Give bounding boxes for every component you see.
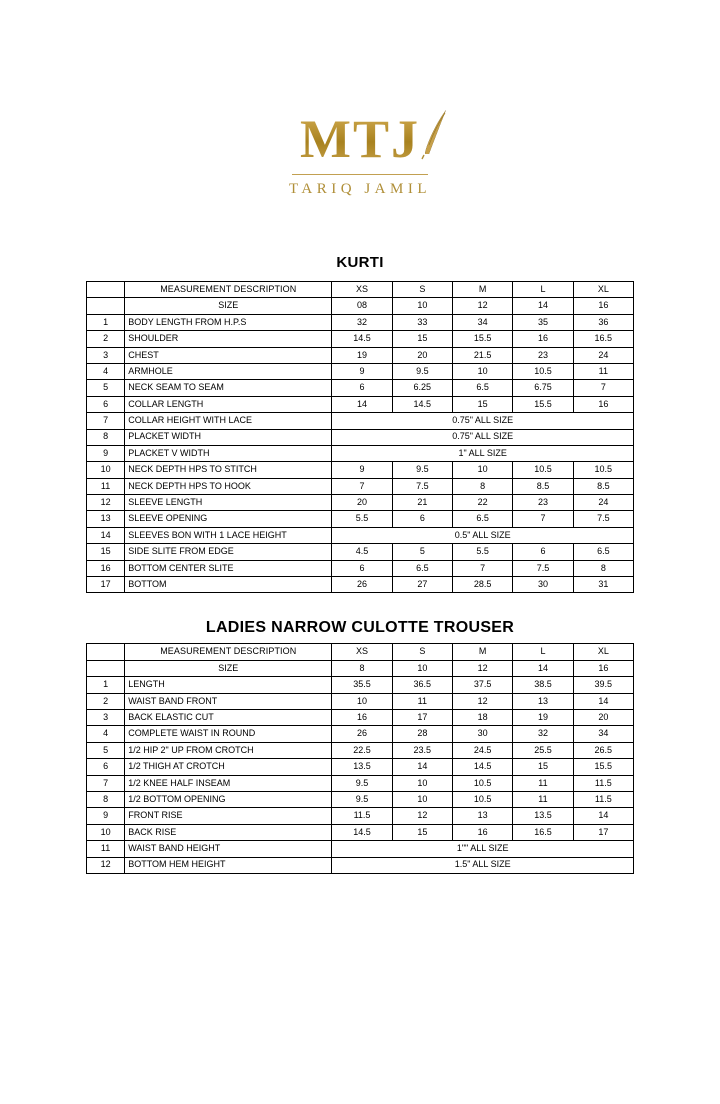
table-row	[87, 693, 634, 709]
row-value: 23.5	[392, 742, 452, 758]
row-description: 1/2 KNEE HALF INSEAM	[125, 775, 332, 791]
row-description: ARMHOLE	[125, 363, 332, 379]
header-size-cell: S	[392, 282, 452, 298]
row-description: BODY LENGTH FROM H.P.S	[125, 314, 332, 330]
row-description: 1/2 HIP 2" UP FROM CROTCH	[125, 742, 332, 758]
row-description: SLEEVE OPENING	[125, 511, 332, 527]
header-blank-cell	[87, 644, 125, 660]
feather-icon	[420, 108, 450, 160]
row-value: 28	[392, 726, 452, 742]
row-number: 11	[87, 478, 125, 494]
row-number: 10	[87, 462, 125, 478]
row-value: 7	[452, 560, 512, 576]
header-size-cell: XS	[332, 282, 392, 298]
row-value: 16	[332, 709, 392, 725]
trouser-title: LADIES NARROW CULOTTE TROUSER	[205, 619, 515, 637]
row-value: 9.5	[332, 791, 392, 807]
table-row	[87, 544, 634, 560]
kurti-table-body	[87, 282, 634, 593]
row-value: 33	[392, 314, 452, 330]
row-number: 14	[87, 527, 125, 543]
row-description: 1/2 THIGH AT CROTCH	[125, 759, 332, 775]
row-value: 5.5	[332, 511, 392, 527]
row-value: 10.5	[513, 462, 573, 478]
row-value: 8	[573, 560, 633, 576]
row-value: 9	[332, 363, 392, 379]
row-all-size-value: 1.5" ALL SIZE	[332, 857, 634, 873]
row-value: 16.5	[513, 824, 573, 840]
row-description: BOTTOM CENTER SLITE	[125, 560, 332, 576]
trouser-table-body	[87, 644, 634, 873]
row-value: 22.5	[332, 742, 392, 758]
row-value: 22	[452, 495, 512, 511]
header-blank-cell	[87, 282, 125, 298]
row-value: 14	[332, 396, 392, 412]
row-value: 24	[573, 495, 633, 511]
row-value: 11.5	[573, 775, 633, 791]
row-value: 34	[573, 726, 633, 742]
row-value: 15.5	[513, 396, 573, 412]
row-number: 6	[87, 396, 125, 412]
brand-logo	[0, 0, 720, 198]
row-value: 10	[392, 791, 452, 807]
row-description: COMPLETE WAIST IN ROUND	[125, 726, 332, 742]
row-value: 10.5	[513, 363, 573, 379]
row-value: 7	[332, 478, 392, 494]
table-row	[87, 314, 634, 330]
row-value: 11	[573, 363, 633, 379]
row-value: 15	[452, 396, 512, 412]
table-row	[87, 808, 634, 824]
table-row	[87, 495, 634, 511]
table-row	[87, 709, 634, 725]
row-value: 24.5	[452, 742, 512, 758]
header-size-cell: XL	[573, 644, 633, 660]
row-value: 7.5	[392, 478, 452, 494]
row-description: BOTTOM HEM HEIGHT	[125, 857, 332, 873]
row-description: SLEEVE LENGTH	[125, 495, 332, 511]
table-row	[87, 775, 634, 791]
row-value: 35	[513, 314, 573, 330]
table-row	[87, 429, 634, 445]
row-value: 20	[392, 347, 452, 363]
row-value: 24	[573, 347, 633, 363]
row-description: WAIST BAND HEIGHT	[125, 841, 332, 857]
row-number: 4	[87, 726, 125, 742]
row-value: 14	[573, 808, 633, 824]
row-number: 17	[87, 577, 125, 593]
row-value: 16	[513, 331, 573, 347]
trouser-size-table	[86, 643, 634, 873]
row-value: 20	[573, 709, 633, 725]
row-value: 5.5	[452, 544, 512, 560]
header-size-cell: M	[452, 644, 512, 660]
row-number: 8	[87, 791, 125, 807]
row-value: 19	[513, 709, 573, 725]
row-value: 6	[513, 544, 573, 560]
row-value: 17	[573, 824, 633, 840]
row-value: 10	[392, 775, 452, 791]
row-all-size-value: 1" ALL SIZE	[332, 445, 634, 461]
row-all-size-value: 1"" ALL SIZE	[332, 841, 634, 857]
row-description: SHOULDER	[125, 331, 332, 347]
row-value: 11	[392, 693, 452, 709]
table-row	[87, 413, 634, 429]
row-number: 5	[87, 380, 125, 396]
row-description: NECK DEPTH HPS TO STITCH	[125, 462, 332, 478]
row-value: 6	[392, 511, 452, 527]
row-value: 7	[513, 511, 573, 527]
row-value: 19	[332, 347, 392, 363]
size-row-value: 10	[392, 660, 452, 676]
row-value: 15.5	[452, 331, 512, 347]
row-value: 13	[513, 693, 573, 709]
trouser-header-row	[87, 644, 634, 660]
row-value: 14.5	[392, 396, 452, 412]
row-number: 16	[87, 560, 125, 576]
size-row-value: 10	[392, 298, 452, 314]
row-value: 8.5	[573, 478, 633, 494]
size-row-label: SIZE	[125, 660, 332, 676]
row-all-size-value: 0.5" ALL SIZE	[332, 527, 634, 543]
table-row	[87, 742, 634, 758]
brand-monogram: MTJ	[300, 109, 420, 169]
row-value: 6.5	[452, 380, 512, 396]
row-value: 7.5	[573, 511, 633, 527]
row-description: SLEEVES BON WITH 1 LACE HEIGHT	[125, 527, 332, 543]
table-row	[87, 841, 634, 857]
kurti-size-row	[87, 298, 634, 314]
trouser-title-wrap	[0, 619, 720, 637]
row-value: 16	[452, 824, 512, 840]
row-value: 28.5	[452, 577, 512, 593]
table-row	[87, 331, 634, 347]
row-value: 14	[573, 693, 633, 709]
row-number: 5	[87, 742, 125, 758]
table-row	[87, 560, 634, 576]
row-number: 1	[87, 314, 125, 330]
row-value: 10.5	[452, 791, 512, 807]
table-row	[87, 396, 634, 412]
row-value: 36	[573, 314, 633, 330]
row-number: 12	[87, 495, 125, 511]
row-value: 15	[392, 331, 452, 347]
row-value: 10	[452, 462, 512, 478]
row-value: 38.5	[513, 677, 573, 693]
trouser-size-row	[87, 660, 634, 676]
table-row	[87, 462, 634, 478]
row-number: 8	[87, 429, 125, 445]
row-value: 6.5	[452, 511, 512, 527]
row-value: 7.5	[513, 560, 573, 576]
row-value: 27	[392, 577, 452, 593]
size-row-value: 12	[452, 298, 512, 314]
row-value: 9.5	[332, 775, 392, 791]
header-size-cell: L	[513, 644, 573, 660]
row-number: 12	[87, 857, 125, 873]
row-value: 12	[392, 808, 452, 824]
row-number: 2	[87, 693, 125, 709]
row-value: 14.5	[452, 759, 512, 775]
row-value: 26	[332, 577, 392, 593]
size-row-value: 16	[573, 660, 633, 676]
row-value: 31	[573, 577, 633, 593]
row-description: BOTTOM	[125, 577, 332, 593]
row-value: 14	[392, 759, 452, 775]
row-value: 7	[573, 380, 633, 396]
row-all-size-value: 0.75" ALL SIZE	[332, 413, 634, 429]
row-value: 37.5	[452, 677, 512, 693]
row-description: PLACKET WIDTH	[125, 429, 332, 445]
header-description-cell: MEASUREMENT DESCRIPTION	[125, 282, 332, 298]
row-value: 9	[332, 462, 392, 478]
size-row-value: 8	[332, 660, 392, 676]
size-row-value: 14	[513, 298, 573, 314]
row-value: 11	[513, 775, 573, 791]
row-number: 9	[87, 808, 125, 824]
row-value: 30	[452, 726, 512, 742]
row-value: 18	[452, 709, 512, 725]
row-number: 13	[87, 511, 125, 527]
table-row	[87, 577, 634, 593]
row-value: 9.5	[392, 363, 452, 379]
table-row	[87, 511, 634, 527]
size-row-value: 12	[452, 660, 512, 676]
table-row	[87, 726, 634, 742]
row-number: 4	[87, 363, 125, 379]
row-value: 16.5	[573, 331, 633, 347]
row-value: 35.5	[332, 677, 392, 693]
row-description: LENGTH	[125, 677, 332, 693]
kurti-header-row	[87, 282, 634, 298]
table-row	[87, 824, 634, 840]
table-row	[87, 857, 634, 873]
row-value: 26	[332, 726, 392, 742]
header-size-cell: XL	[573, 282, 633, 298]
row-value: 4.5	[332, 544, 392, 560]
size-row-blank-cell	[87, 660, 125, 676]
row-number: 1	[87, 677, 125, 693]
table-row	[87, 791, 634, 807]
row-number: 10	[87, 824, 125, 840]
row-value: 23	[513, 347, 573, 363]
table-row	[87, 759, 634, 775]
row-description: COLLAR LENGTH	[125, 396, 332, 412]
row-value: 32	[332, 314, 392, 330]
row-value: 34	[452, 314, 512, 330]
row-value: 20	[332, 495, 392, 511]
row-value: 32	[513, 726, 573, 742]
table-row	[87, 527, 634, 543]
row-value: 17	[392, 709, 452, 725]
table-row	[87, 347, 634, 363]
row-value: 30	[513, 577, 573, 593]
row-value: 25.5	[513, 742, 573, 758]
kurti-title: KURTI	[336, 254, 384, 271]
header-description-cell: MEASUREMENT DESCRIPTION	[125, 644, 332, 660]
trouser-table-wrap	[86, 643, 634, 873]
row-value: 14.5	[332, 331, 392, 347]
row-all-size-value: 0.75" ALL SIZE	[332, 429, 634, 445]
row-description: BACK ELASTIC CUT	[125, 709, 332, 725]
header-size-cell: S	[392, 644, 452, 660]
row-value: 14.5	[332, 824, 392, 840]
row-value: 6.5	[392, 560, 452, 576]
row-description: NECK DEPTH HPS TO HOOK	[125, 478, 332, 494]
row-number: 11	[87, 841, 125, 857]
size-row-value: 08	[332, 298, 392, 314]
row-value: 11.5	[573, 791, 633, 807]
size-row-label: SIZE	[125, 298, 332, 314]
row-value: 12	[452, 693, 512, 709]
row-number: 3	[87, 347, 125, 363]
brand-divider	[292, 174, 428, 175]
size-row-value: 16	[573, 298, 633, 314]
row-value: 21.5	[452, 347, 512, 363]
row-value: 15.5	[573, 759, 633, 775]
row-value: 21	[392, 495, 452, 511]
row-value: 11.5	[332, 808, 392, 824]
header-size-cell: XS	[332, 644, 392, 660]
row-value: 15	[513, 759, 573, 775]
row-value: 13.5	[513, 808, 573, 824]
row-description: BACK RISE	[125, 824, 332, 840]
row-value: 6.75	[513, 380, 573, 396]
row-description: CHEST	[125, 347, 332, 363]
row-value: 6.25	[392, 380, 452, 396]
row-value: 15	[392, 824, 452, 840]
row-value: 13.5	[332, 759, 392, 775]
row-value: 36.5	[392, 677, 452, 693]
row-value: 26.5	[573, 742, 633, 758]
table-row	[87, 445, 634, 461]
row-number: 15	[87, 544, 125, 560]
table-row	[87, 478, 634, 494]
row-value: 5	[392, 544, 452, 560]
size-row-value: 14	[513, 660, 573, 676]
row-description: NECK SEAM TO SEAM	[125, 380, 332, 396]
row-description: WAIST BAND FRONT	[125, 693, 332, 709]
row-value: 10	[452, 363, 512, 379]
row-value: 23	[513, 495, 573, 511]
row-number: 9	[87, 445, 125, 461]
row-value: 10.5	[452, 775, 512, 791]
row-number: 3	[87, 709, 125, 725]
row-description: COLLAR HEIGHT WITH LACE	[125, 413, 332, 429]
row-number: 7	[87, 413, 125, 429]
table-row	[87, 363, 634, 379]
row-number: 6	[87, 759, 125, 775]
brand-monogram-wrap	[300, 109, 420, 169]
row-value: 13	[452, 808, 512, 824]
header-size-cell: L	[513, 282, 573, 298]
row-value: 6	[332, 560, 392, 576]
brand-name: TARIQ JAMIL	[288, 181, 432, 197]
row-value: 10.5	[573, 462, 633, 478]
header-size-cell: M	[452, 282, 512, 298]
table-row	[87, 380, 634, 396]
row-value: 10	[332, 693, 392, 709]
table-row	[87, 677, 634, 693]
row-description: SIDE SLITE FROM EDGE	[125, 544, 332, 560]
row-value: 8.5	[513, 478, 573, 494]
row-value: 11	[513, 791, 573, 807]
row-value: 6.5	[573, 544, 633, 560]
kurti-size-table	[86, 281, 634, 593]
row-description: FRONT RISE	[125, 808, 332, 824]
row-number: 2	[87, 331, 125, 347]
size-row-blank-cell	[87, 298, 125, 314]
row-value: 8	[452, 478, 512, 494]
kurti-table-wrap	[86, 281, 634, 593]
row-value: 16	[573, 396, 633, 412]
row-description: 1/2 BOTTOM OPENING	[125, 791, 332, 807]
row-value: 9.5	[392, 462, 452, 478]
row-value: 6	[332, 380, 392, 396]
kurti-title-wrap	[0, 254, 720, 271]
row-number: 7	[87, 775, 125, 791]
row-value: 39.5	[573, 677, 633, 693]
row-description: PLACKET V WIDTH	[125, 445, 332, 461]
